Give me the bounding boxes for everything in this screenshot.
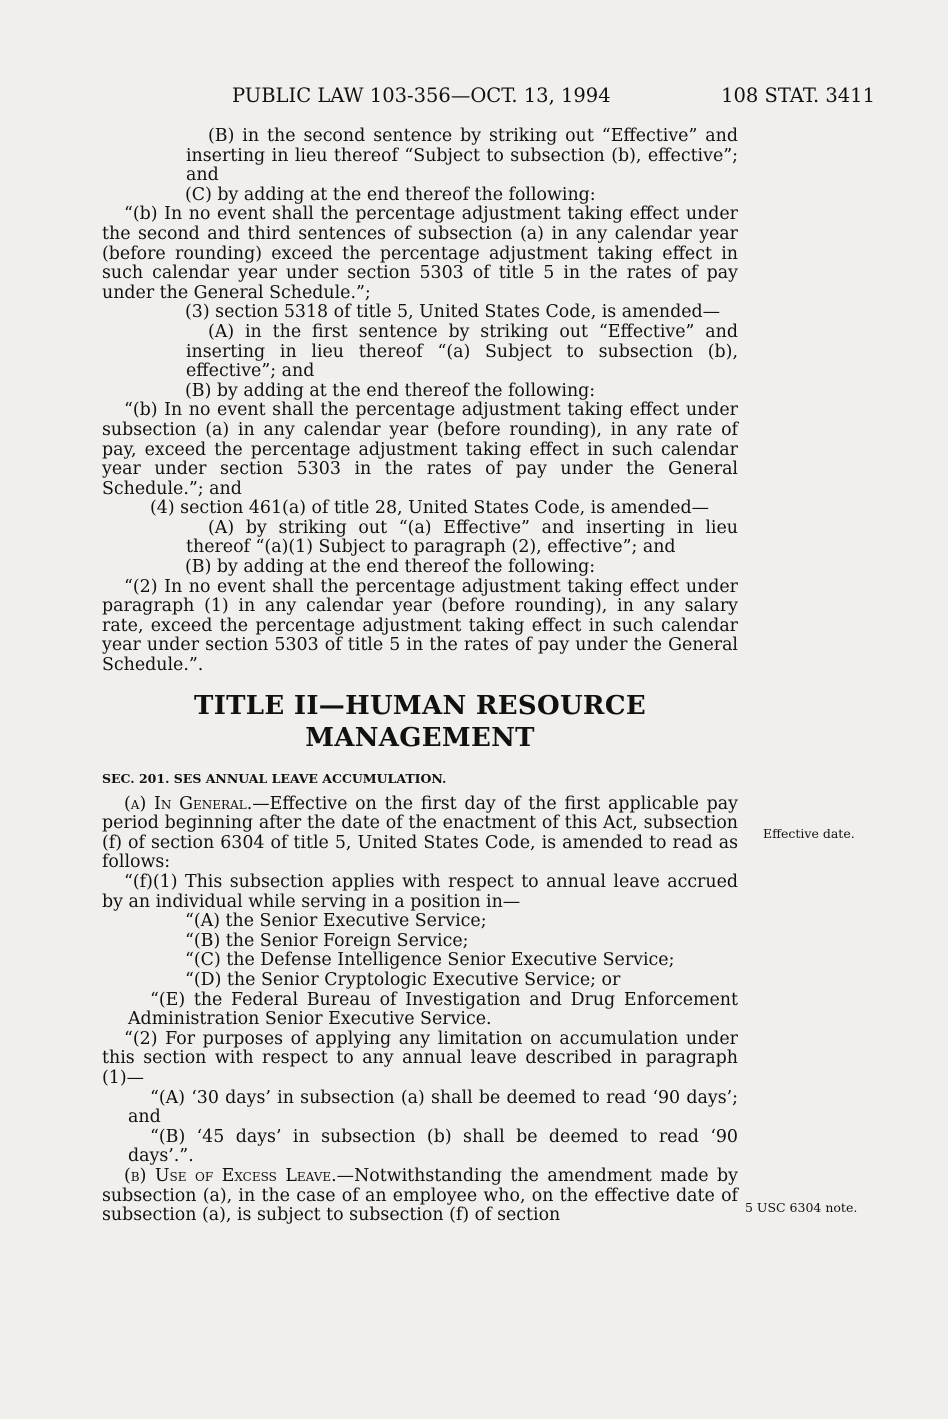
quoted-paragraph: “(2) In no event shall the percentage adjustment taking effect under paragraph (1) in any calendar year (before rounding), in any salary rate, exceed the percentage adjustment taking effect in such calendar year under section 5303 of title 5 in the rates of pay under the General Schedule.”. — [102, 576, 738, 676]
paragraph: (4) section 461(a) of title 28, United States Code, is amended— — [150, 498, 709, 519]
paragraph: (B) in the second sentence by striking out “Effective” and inserting in lieu thereof “Subject to subsection (b), effective”; and — [186, 126, 738, 186]
list-item: “(A) the Senior Executive Service; — [185, 911, 487, 932]
list-item: “(B) ‘45 days’ in subsection (b) shall be deemed to read ‘90 days’.”. — [128, 1126, 738, 1167]
subsection-a-text: —Effective on the first day of the first applicable pay period beginning after the date of the enactment of this Act, subsection (f) of section 6304 of title 5, United States Code, is amended to read as follows: — [102, 793, 738, 873]
paragraph: (C) by adding at the end thereof the following: — [185, 184, 596, 205]
margin-note-usc: 5 USC 6304 note. — [745, 1200, 858, 1215]
body-text — [102, 127, 738, 1226]
paragraph: (3) section 5318 of title 5, United States Code, is amended— — [185, 302, 721, 323]
subsection-b — [102, 1167, 738, 1226]
header-law-citation: PUBLIC LAW 103-356—OCT. 13, 1994 — [232, 84, 611, 107]
paragraph: (B) by adding at the end thereof the following: — [185, 557, 596, 578]
list-item: “(D) the Senior Cryptologic Executive Service; or — [185, 969, 621, 990]
list-item: “(A) ‘30 days’ in subsection (a) shall be deemed to read ‘90 days’; and — [128, 1087, 738, 1128]
subsection-a — [102, 795, 738, 873]
list-item: “(E) the Federal Bureau of Investigation and Drug Enforcement Administration Senior Executive Service. — [128, 989, 738, 1030]
title-line: TITLE II—HUMAN RESOURCE — [194, 690, 646, 721]
list-item: “(B) the Senior Foreign Service; — [185, 930, 469, 951]
list-item: “(C) the Defense Intelligence Senior Executive Service; — [185, 950, 675, 971]
paragraph: (B) by adding at the end thereof the following: — [185, 380, 596, 401]
quoted-paragraph: “(2) For purposes of applying any limitation on accumulation under this section with respect to any annual leave described in paragraph (1)— — [102, 1028, 738, 1088]
quoted-paragraph: “(b) In no event shall the percentage adjustment taking effect under subsection (a) in any calendar year (before rounding), in any rate of pay, exceed the percentage adjustment taking effect in such calendar year under section 5303 in the rates of pay under the General Schedule.”; and — [102, 400, 738, 499]
subsection-a-label: (a) In General. — [124, 793, 253, 814]
title-heading — [102, 690, 738, 754]
paragraph: (A) by striking out “(a) Effective” and inserting in lieu thereof “(a)(1) Subject to paragraph (2), effective”; and — [186, 517, 738, 558]
section-heading: SEC. 201. SES ANNUAL LEAVE ACCUMULATION. — [102, 770, 447, 786]
header-stat-page: 108 STAT. 3411 — [721, 84, 875, 107]
paragraph: (A) in the first sentence by striking out “Effective” and inserting in lieu thereof “(a) Subject to subsection (b), effective”; and — [186, 321, 738, 382]
subsection-b-text: —Notwithstanding the amendment made by subsection (a), in the case of an employee who, on the effective date of subsection (a), is subject to subsection (f) of section — [102, 1165, 738, 1226]
quoted-paragraph: “(b) In no event shall the percentage adjustment taking effect under the second and third sentences of subsection (a) in any calendar year (before rounding) exceed the percentage adjustment taking effect in such calendar year under section 5303 of title 5 in the rates of pay under the General Schedule.”; — [102, 204, 738, 303]
quoted-paragraph: “(f)(1) This subsection applies with respect to annual leave accrued by an individual while serving in a position in— — [102, 872, 738, 912]
title-line: MANAGEMENT — [305, 722, 535, 753]
subsection-b-label: (b) Use of Excess Leave. — [124, 1165, 337, 1186]
margin-note-effective-date: Effective date. — [763, 826, 855, 841]
